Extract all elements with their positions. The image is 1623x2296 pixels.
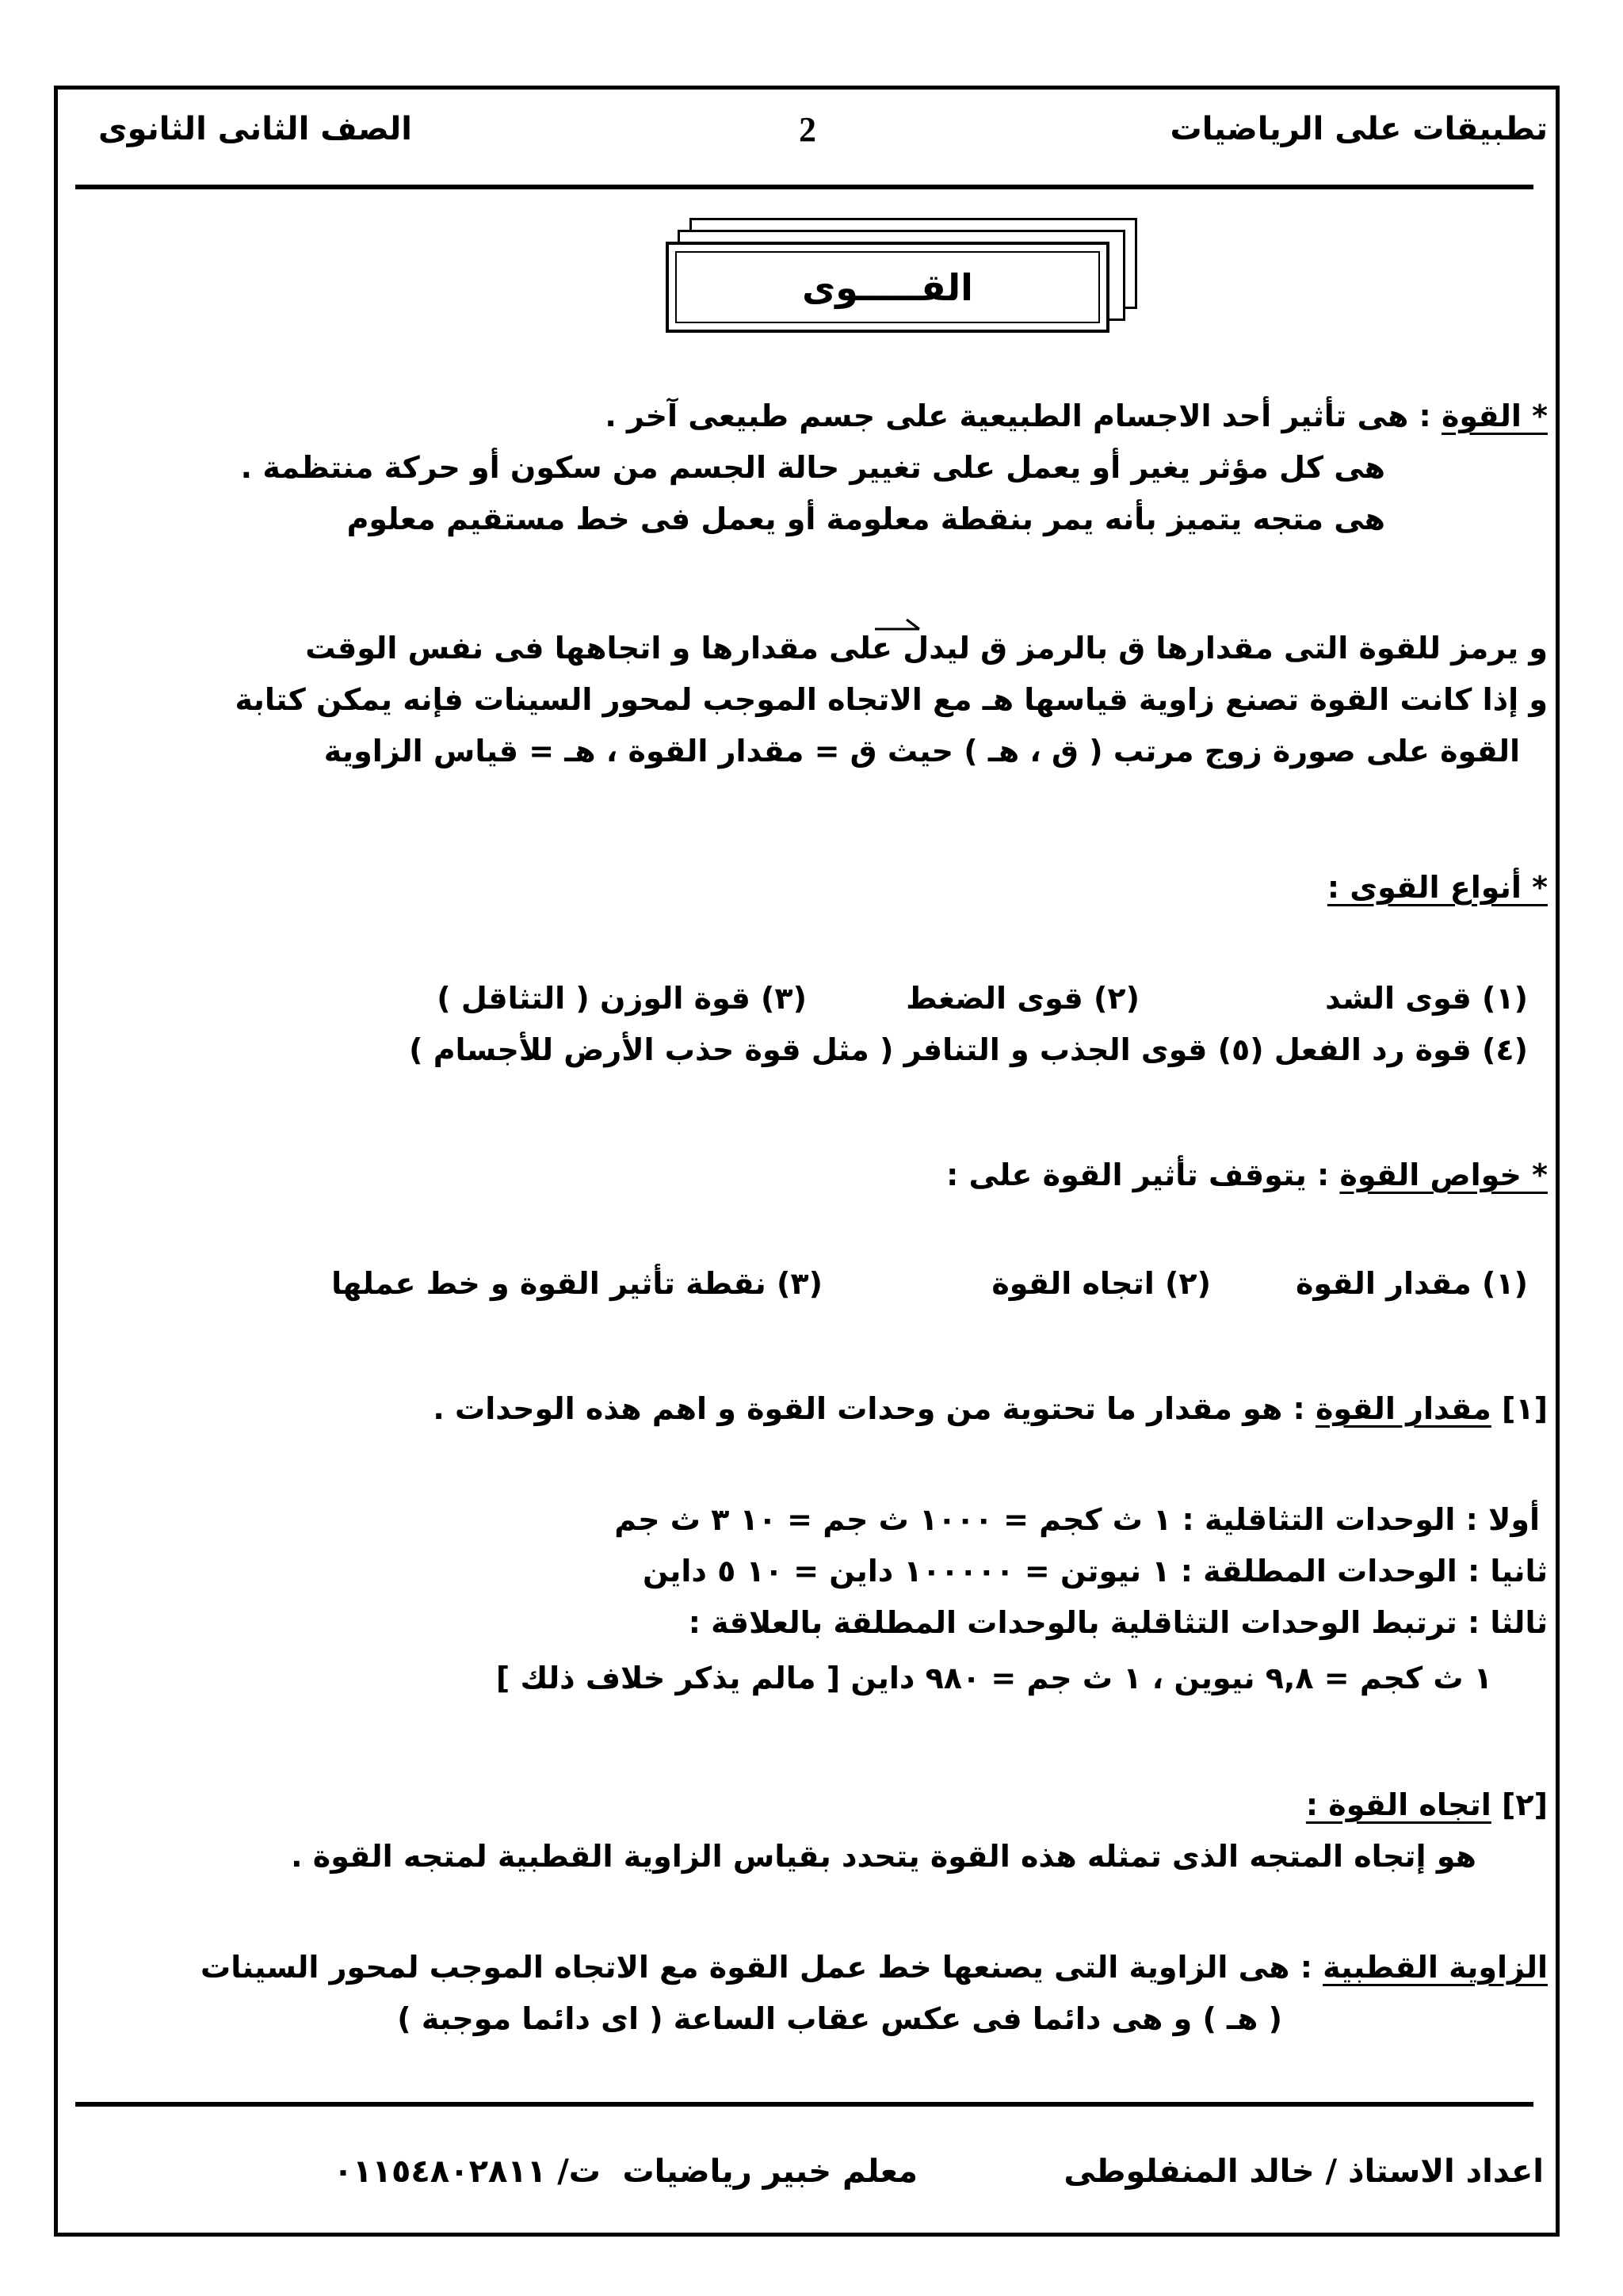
units-line-4: ١ ث كجم = ٩,٨ نيوين ، ١ ث جم = ٩٨٠ داين [ مالم يذكر خلاف ذلك ] (495, 1661, 1492, 1695)
page-title: القـــــوى (802, 265, 973, 309)
units-line-1: أولا : الوحدات التثاقلية : ١ ث كجم = ١٠٠٠ ث جم = ١٠ ٣ ث جم (614, 1502, 1540, 1537)
types-row-2: (٤) قوة رد الفعل (٥) قوى الجذب و التنافر ( مثل قوة حذب الأرض للأجسام ) (409, 1032, 1528, 1067)
footer-rule (75, 2102, 1533, 2107)
units-line-3: ثالثا : ترتبط الوحدات التثاقلية بالوحدات المطلقة بالعلاقة : (688, 1605, 1548, 1640)
definition-line-3: هى متجه يتميز بأنه يمر بنقطة معلومة أو يعمل فى خط مستقيم معلوم (346, 502, 1385, 536)
definition-label: * القوة (1441, 399, 1548, 433)
footer-author: اعداد الاستاذ / خالد المنفلوطى (1064, 2153, 1544, 2190)
type-1: (١) قوى الشد (1325, 981, 1528, 1016)
notation-line-1: و يرمز للقوة التى مقدارها ق بالرمز ق ليدل على مقدارها و اتجاهها فى نفس الوقت (305, 631, 1548, 666)
units-line-2: ثانيا : الوحدات المطلقة : ١ نيوتن = ١٠٠٠٠٠ داين = ١٠ ٥ داين (642, 1554, 1548, 1589)
magnitude-line (433, 1389, 1548, 1428)
footer-phone: ت/ ٠١١٥٤٨٠٢٨١١ (333, 2153, 601, 2190)
notation-line-3: القوة على صورة زوج مرتب ( ق ، هـ ) حيث ق = مقدار القوة ، هـ = قياس الزاوية (323, 734, 1520, 769)
direction-number: [٢] (1502, 1787, 1548, 1822)
polar-line-2: ( هـ ) و هى دائما فى عكس عقاب الساعة ( اى دائما موجبة ) (397, 2001, 1282, 2036)
types-heading: * أنواع القوى : (1327, 870, 1548, 905)
type-2: (٢) قوى الضغط (906, 981, 1140, 1016)
definition-text-1: : هى تأثير أحد الاجسام الطبيعية على جسم طبيعى آخر . (605, 399, 1442, 433)
properties-text: : يتوقف تأثير القوة على : (946, 1158, 1340, 1192)
definition-line-2: هى كل مؤثر يغير أو يعمل على تغيير حالة الجسم من سكون أو حركة منتظمة . (240, 450, 1385, 485)
magnitude-text: : هو مقدار ما تحتوية من وحدات القوة و اهم هذه الوحدات . (433, 1391, 1316, 1426)
property-3: (٣) نقطة تأثير القوة و خط عملها (331, 1266, 823, 1301)
properties-heading: * خواص القوة (1339, 1158, 1548, 1192)
property-2: (٢) اتجاه القوة (991, 1266, 1211, 1301)
property-1: (١) مقدار القوة (1295, 1266, 1528, 1301)
footer-role: معلم خبير رياضيات (622, 2153, 918, 2190)
polar-heading: الزاوية القطبية (1323, 1950, 1548, 1985)
definition-line-1 (605, 396, 1548, 436)
polar-line-1 (200, 1947, 1548, 1987)
notation-line-2: و إذا كانت القوة تصنع زاوية قياسها هـ مع الاتجاه الموجب لمحور السينات فإنه يمكن كتابة (235, 682, 1548, 717)
header-subject: تطبيقات على الرياضيات (1170, 111, 1548, 147)
direction-text: هو إتجاه المتجه الذى تمثله هذه القوة يتحدد بقياس الزاوية القطبية لمتجه القوة . (291, 1839, 1476, 1874)
type-3: (٣) قوة الوزن ( التثاقل ) (437, 981, 807, 1016)
page-number: 2 (799, 110, 816, 149)
magnitude-number: [١] (1502, 1391, 1548, 1426)
header-grade: الصف الثانى الثانوى (97, 111, 412, 147)
direction-line (1306, 1785, 1548, 1825)
magnitude-heading: مقدار القوة (1315, 1391, 1491, 1426)
header-rule (75, 185, 1533, 189)
direction-heading: اتجاه القوة : (1305, 1787, 1491, 1822)
properties-line (946, 1155, 1548, 1195)
polar-text: : هى الزاوية التى يصنعها خط عمل القوة مع الاتجاه الموجب لمحور السينات (200, 1950, 1323, 1985)
